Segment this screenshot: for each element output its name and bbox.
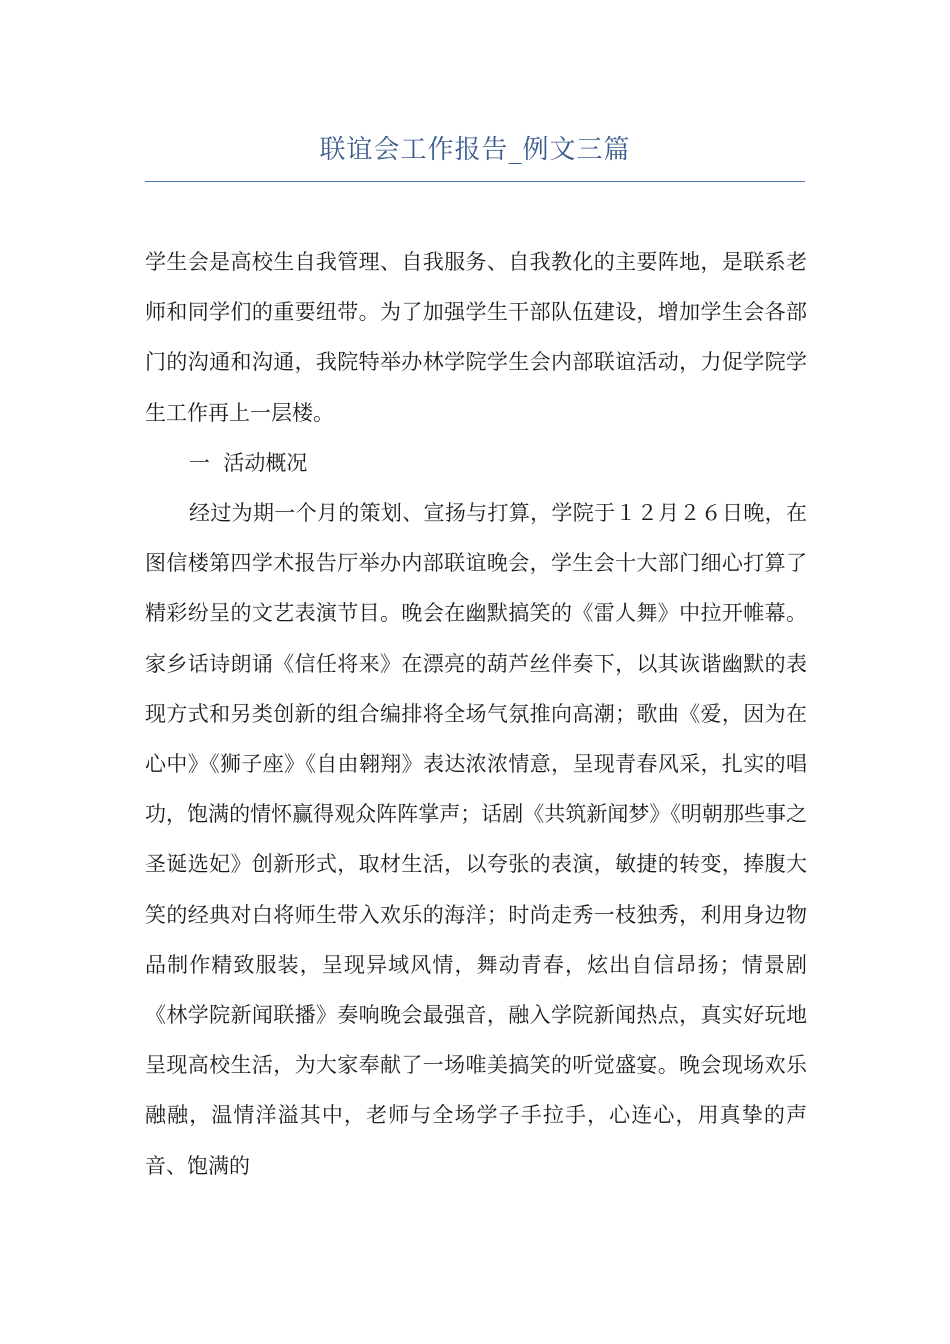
document-title: 联谊会工作报告_例文三篇 [319,135,631,165]
title-underline [145,181,805,182]
section-heading-overview: 一 活动概况 [189,450,308,475]
document-body [145,237,807,1191]
paragraph-intro: 学生会是高校生自我管理、自我服务、自我教化的主要阵地，是联系老师和同学们的重要纽带。为了加强学生干部队伍建设，增加学生会各部门的沟通和沟通，我院特举办林学院学生会内部联谊活动，力促学院学生工作再上一层楼。 [145,250,807,425]
paragraph-overview: 经过为期一个月的策划、宣扬与打算，学院于１２月２６日晚，在图信楼第四学术报告厅举办内部联谊晚会，学生会十大部门细心打算了精彩纷呈的文艺表演节目。晚会在幽默搞笑的《雷人舞》中拉开帷幕。家乡话诗朗诵《信任将来》在漂亮的葫芦丝伴奏下，以其诙谐幽默的表现方式和另类创新的组合编排将全场气氛推向高潮；歌曲《爱，因为在心中》《狮子座》《自由翱翔》表达浓浓情意，呈现青春风采，扎实的唱功，饱满的情怀赢得观众阵阵掌声；话剧《共筑新闻梦》《明朝那些事之圣诞选妃》创新形式，取材生活，以夸张的表演，敏捷的转变，捧腹大笑的经典对白将师生带入欢乐的海洋；时尚走秀一枝独秀，利用身边物品制作精致服装，呈现异域风情，舞动青春，炫出自信昂扬；情景剧《林学院新闻联播》奏响晚会最强音，融入学院新闻热点，真实好玩地呈现高校生活，为大家奉献了一场唯美搞笑的听觉盛宴。晚会现场欢乐融融，温情洋溢其中，老师与全场学子手拉手，心连心，用真挚的声音、饱满的 [145,501,807,1178]
